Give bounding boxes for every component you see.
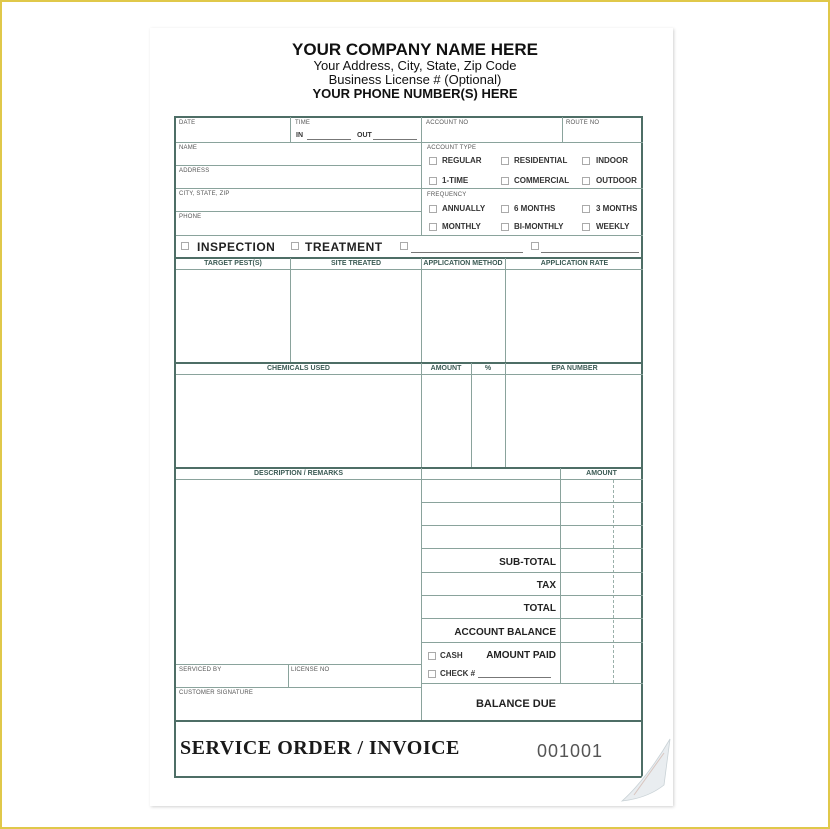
phone-label: PHONE — [179, 214, 202, 220]
rule — [176, 165, 421, 166]
treatment-label: TREATMENT — [305, 240, 383, 254]
epa-number-header: EPA NUMBER — [551, 365, 598, 372]
rule — [421, 595, 643, 596]
rule — [176, 269, 643, 270]
percent-header: % — [484, 365, 492, 372]
annually-label: ANNUALLY — [442, 204, 486, 213]
rule — [421, 502, 643, 503]
city-state-zip-label: CITY, STATE, ZIP — [179, 191, 230, 197]
rule — [505, 363, 506, 467]
company-address: Your Address, City, State, Zip Code — [313, 58, 517, 73]
serviced-by-label: SERVICED BY — [179, 667, 222, 673]
rule — [421, 618, 643, 619]
invoice-form — [174, 116, 643, 778]
customer-signature-label: CUSTOMER SIGNATURE — [179, 690, 254, 696]
subtotal-label: SUB-TOTAL — [499, 557, 556, 568]
indoor-checkbox[interactable] — [582, 157, 590, 165]
regular-checkbox[interactable] — [429, 157, 437, 165]
regular-label: REGULAR — [442, 156, 482, 165]
name-label: NAME — [179, 145, 198, 151]
chemical-amount-header: AMOUNT — [430, 365, 462, 372]
rule — [421, 525, 643, 526]
inspection-checkbox[interactable] — [181, 242, 189, 250]
bi-monthly-checkbox[interactable] — [501, 223, 509, 231]
rule — [505, 258, 506, 362]
three-months-checkbox[interactable] — [582, 205, 590, 213]
tax-label: TAX — [536, 580, 556, 591]
total-label: TOTAL — [523, 603, 556, 614]
treatment-checkbox[interactable] — [291, 242, 299, 250]
other-service-checkbox-1[interactable] — [400, 242, 408, 250]
one-time-label: 1-TIME — [442, 176, 469, 185]
license-no-label: LICENSE NO — [291, 667, 330, 673]
rule — [176, 664, 421, 665]
outdoor-checkbox[interactable] — [582, 177, 590, 185]
date-label: DATE — [179, 120, 196, 126]
page-curl-icon — [620, 735, 672, 803]
three-months-label: 3 MONTHS — [596, 204, 638, 213]
balance-due-label: BALANCE DUE — [475, 698, 556, 710]
rule — [176, 687, 421, 688]
check-number-field[interactable] — [478, 677, 551, 678]
rule — [421, 548, 643, 549]
description-header: DESCRIPTION / REMARKS — [253, 470, 344, 477]
other-service-checkbox-2[interactable] — [531, 242, 539, 250]
time-out-label: OUT — [357, 132, 372, 139]
outdoor-label: OUTDOOR — [596, 176, 637, 185]
indoor-label: INDOOR — [596, 156, 628, 165]
account-no-label: ACCOUNT NO — [426, 120, 469, 126]
amount-header: AMOUNT — [586, 470, 617, 477]
inspection-label: INSPECTION — [197, 240, 276, 254]
check-label: CHECK # — [440, 669, 476, 678]
other-service-field-2[interactable] — [541, 252, 639, 253]
weekly-checkbox[interactable] — [582, 223, 590, 231]
monthly-label: MONTHLY — [442, 222, 481, 231]
rule — [421, 188, 643, 189]
other-service-field-1[interactable] — [411, 252, 523, 253]
amount-paid-label: AMOUNT PAID — [486, 650, 556, 661]
serial-number: 001001 — [537, 741, 604, 761]
bi-monthly-label: BI-MONTHLY — [514, 222, 564, 231]
rule — [421, 142, 643, 143]
annually-checkbox[interactable] — [429, 205, 437, 213]
commercial-label: COMMERCIAL — [514, 176, 570, 185]
time-in-label: IN — [296, 132, 303, 139]
application-rate-header: APPLICATION RATE — [540, 260, 609, 267]
one-time-checkbox[interactable] — [429, 177, 437, 185]
frequency-label: FREQUENCY — [427, 192, 467, 198]
rule — [562, 117, 563, 142]
company-name: YOUR COMPANY NAME HERE — [292, 40, 538, 59]
commercial-checkbox[interactable] — [501, 177, 509, 185]
rule — [176, 467, 643, 469]
rule — [176, 235, 643, 236]
rule — [560, 468, 561, 683]
rule — [176, 362, 643, 364]
residential-checkbox[interactable] — [501, 157, 509, 165]
six-months-checkbox[interactable] — [501, 205, 509, 213]
account-balance-label: ACCOUNT BALANCE — [454, 627, 556, 638]
rule — [176, 211, 421, 212]
application-method-header: APPLICATION METHOD — [423, 260, 503, 267]
time-out-field[interactable] — [373, 139, 417, 140]
rule — [421, 258, 422, 362]
check-checkbox[interactable] — [428, 670, 436, 678]
rule — [176, 257, 643, 259]
address-label: ADDRESS — [179, 168, 210, 174]
time-label: TIME — [295, 120, 311, 126]
rule — [176, 142, 421, 143]
rule — [176, 188, 421, 189]
target-pests-header: TARGET PEST(S) — [204, 260, 262, 267]
six-months-label: 6 MONTHS — [514, 204, 556, 213]
rule — [421, 642, 643, 643]
account-type-label: ACCOUNT TYPE — [427, 145, 477, 151]
rule — [421, 683, 643, 684]
rule — [613, 480, 614, 683]
chemicals-used-header: CHEMICALS USED — [266, 365, 330, 372]
form-title: SERVICE ORDER / INVOICE — [180, 737, 460, 759]
time-in-field[interactable] — [307, 139, 351, 140]
monthly-checkbox[interactable] — [429, 223, 437, 231]
company-phone: YOUR PHONE NUMBER(S) HERE — [312, 86, 518, 101]
business-license: Business License # (Optional) — [328, 72, 502, 87]
site-treated-header: SITE TREATED — [330, 260, 382, 267]
residential-label: RESIDENTIAL — [514, 156, 568, 165]
rule — [176, 720, 643, 722]
route-no-label: ROUTE NO — [566, 120, 600, 126]
rule — [176, 479, 643, 480]
rule — [290, 117, 291, 142]
rule — [421, 363, 422, 467]
rule — [288, 664, 289, 687]
rule — [176, 374, 643, 375]
rule — [421, 117, 422, 235]
rule — [471, 363, 472, 467]
rule — [290, 258, 291, 362]
cash-checkbox[interactable] — [428, 652, 436, 660]
rule — [421, 572, 643, 573]
weekly-label: WEEKLY — [596, 222, 630, 231]
cash-label: CASH — [440, 651, 463, 660]
